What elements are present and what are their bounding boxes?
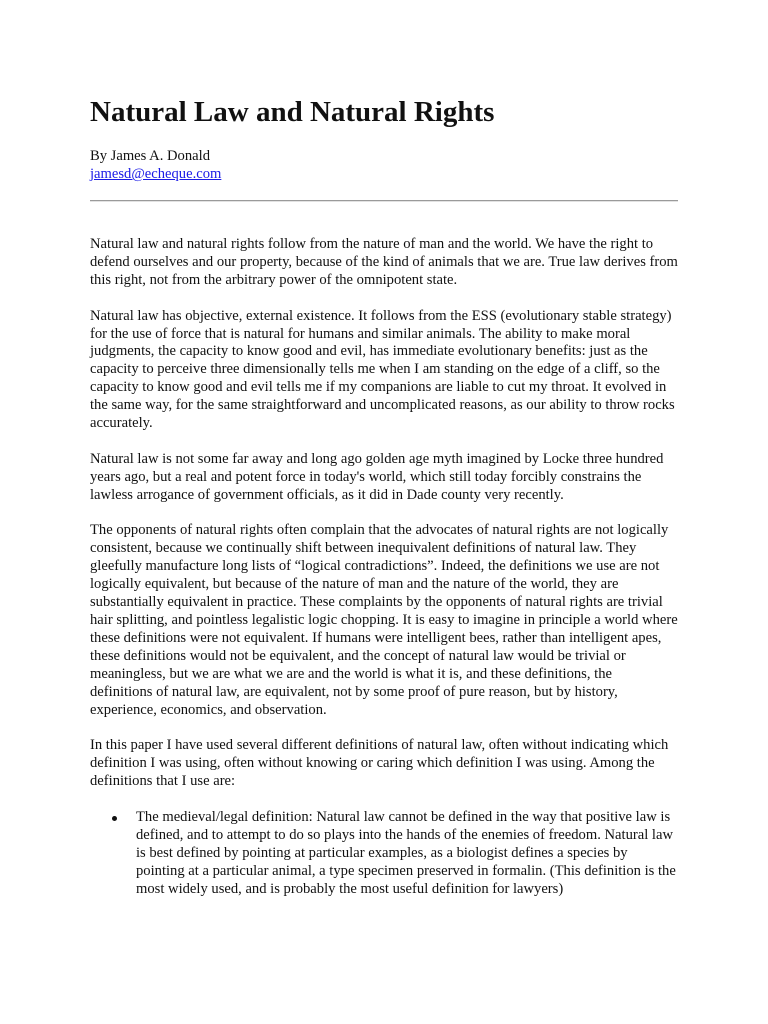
horizontal-rule <box>90 200 678 202</box>
paragraph-objective-existence: Natural law has objective, external existence. It follows from the ESS (evolutionary stable strategy) for the use of force that is natural for humans and similar animals. The ability to make moral judgments, the capacity to know good and evil, has immediate evolutionary benefits: just as the capacity to perceive three dimensionally tells me when I am standing on the edge of a cliff, so the capacity to know good and evil tells me if my companions are liable to cut my throat. It evolved in the same way, for the same straightforward and uncomplicated reasons, as our ability to throw rocks accurately. <box>90 307 675 432</box>
list-item <box>90 809 678 899</box>
paragraph-opponents: The opponents of natural rights often complain that the advocates of natural rights are not logically consistent, because we continually shift between inequivalent definitions of natural law. They gleefully manufacture long lists of “logical contradictions”. Indeed, the definitions we use are not logically equivalent, but because of the nature of man and the nature of the world, they are substantially equivalent in practice. These complaints by the opponents of natural rights are trivial hair splitting, and pointless legalistic logic chopping. It is easy to imagine in principle a world where these definitions were not equivalent. If humans were intelligent bees, rather than intelligent apes, these definitions would not be equivalent, and the concept of natural law would be trivial or meaningless, but we are what we are and the world is what it is, and these definitions, the definitions of natural law, are equivalent, not by some proof of pure reason, but by history, experience, economics, and observation. <box>90 522 678 718</box>
author-byline: By James A. Donald <box>90 148 210 164</box>
bullet-icon <box>112 816 117 821</box>
paragraph-intro: Natural law and natural rights follow from the nature of man and the world. We have the right to defend ourselves and our property, because of the kind of animals that we are. True law derives from this right, not from the arbitrary power of the omnipotent state. <box>90 236 678 288</box>
author-email-link[interactable]: jamesd@echeque.com <box>90 166 222 182</box>
definitions-list <box>90 809 678 899</box>
paragraph-not-myth: Natural law is not some far away and long ago golden age myth imagined by Locke three hundred years ago, but a real and potent force in today's world, which still today forcibly constrains the lawless arrogance of government officials, as it did in Dade county very recently. <box>90 450 664 503</box>
article-body <box>90 236 678 809</box>
definition-text: The medieval/legal definition: Natural law cannot be defined in the way that positive law is defined, and to attempt to do so plays into the hands of the enemies of freedom. Natural law is best defined by pointing at particular examples, as a biologist defines a species by pointing at a particular animal, a type specimen preserved in formalin. (This definition is the most widely used, and is probably the most useful definition for lawyers) <box>136 809 676 897</box>
document-title: Natural Law and Natural Rights <box>90 96 495 128</box>
paragraph-definitions-intro: In this paper I have used several different definitions of natural law, often without indicating which definition I was using, often without knowing or caring which definition I was using. Among the definitions that I use are: <box>90 737 669 790</box>
